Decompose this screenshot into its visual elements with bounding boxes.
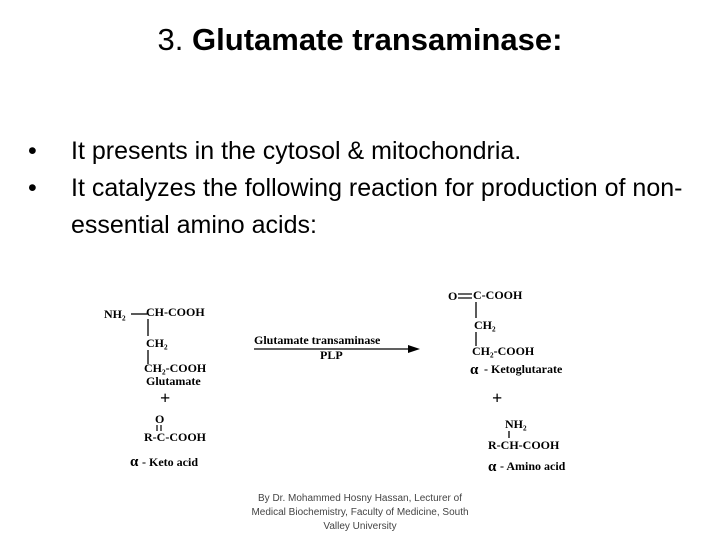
glutamate-ch2-cooh: CH₂-COOH <box>144 361 207 375</box>
author-credit: By Dr. Mohammed Hosny Hassan, Lecturer of Medical Biochemistry, Faculty of Medicine, South Valley University <box>251 493 469 532</box>
ketoglutarate-ch2-cooh: CH₂-COOH <box>472 344 535 358</box>
arrow-head <box>408 345 420 353</box>
amino-acid-label: - Amino acid <box>500 459 566 473</box>
ketoglutarate-c-cooh: C-COOH <box>473 288 523 302</box>
cofactor-label: PLP <box>320 348 343 362</box>
glutamate-label: Glutamate <box>146 374 201 388</box>
ketoglutarate-ch2: CH₂ <box>474 318 496 332</box>
plus-sign-left: + <box>160 388 171 408</box>
amino-acid-nh2: NH₂ <box>505 417 527 431</box>
title-number: 3. <box>157 22 184 57</box>
enzyme-label: Glutamate transaminase <box>254 333 381 347</box>
glutamate-nh2: NH₂ <box>104 307 126 321</box>
glutamate-ch2: CH₂ <box>146 336 168 350</box>
ketoglutarate-label: - Ketoglutarate <box>484 362 563 376</box>
keto-acid-label: - Keto acid <box>142 455 198 469</box>
plus-sign-right: + <box>492 388 503 408</box>
glutamate-ch-cooh: CH-COOH <box>146 305 205 319</box>
keto-acid-o: O <box>155 412 165 426</box>
bullet-dot: • <box>28 137 37 165</box>
bullet-text: It presents in the cytosol & mitochondria. <box>71 137 522 165</box>
bullet-dot: • <box>28 174 37 202</box>
bullet-text: It catalyzes the following reaction for production of non-essential amino acids: <box>71 174 683 239</box>
ketoglutarate-alpha: α <box>470 362 479 378</box>
keto-acid-r-c-cooh: R-C-COOH <box>144 430 206 444</box>
ketoglutarate-o: O <box>448 289 458 303</box>
amino-acid-r-ch-cooh: R-CH-COOH <box>488 438 560 452</box>
amino-acid-alpha: α <box>488 459 497 475</box>
keto-acid-alpha: α <box>130 454 139 470</box>
title-text: Glutamate transaminase: <box>192 22 563 57</box>
